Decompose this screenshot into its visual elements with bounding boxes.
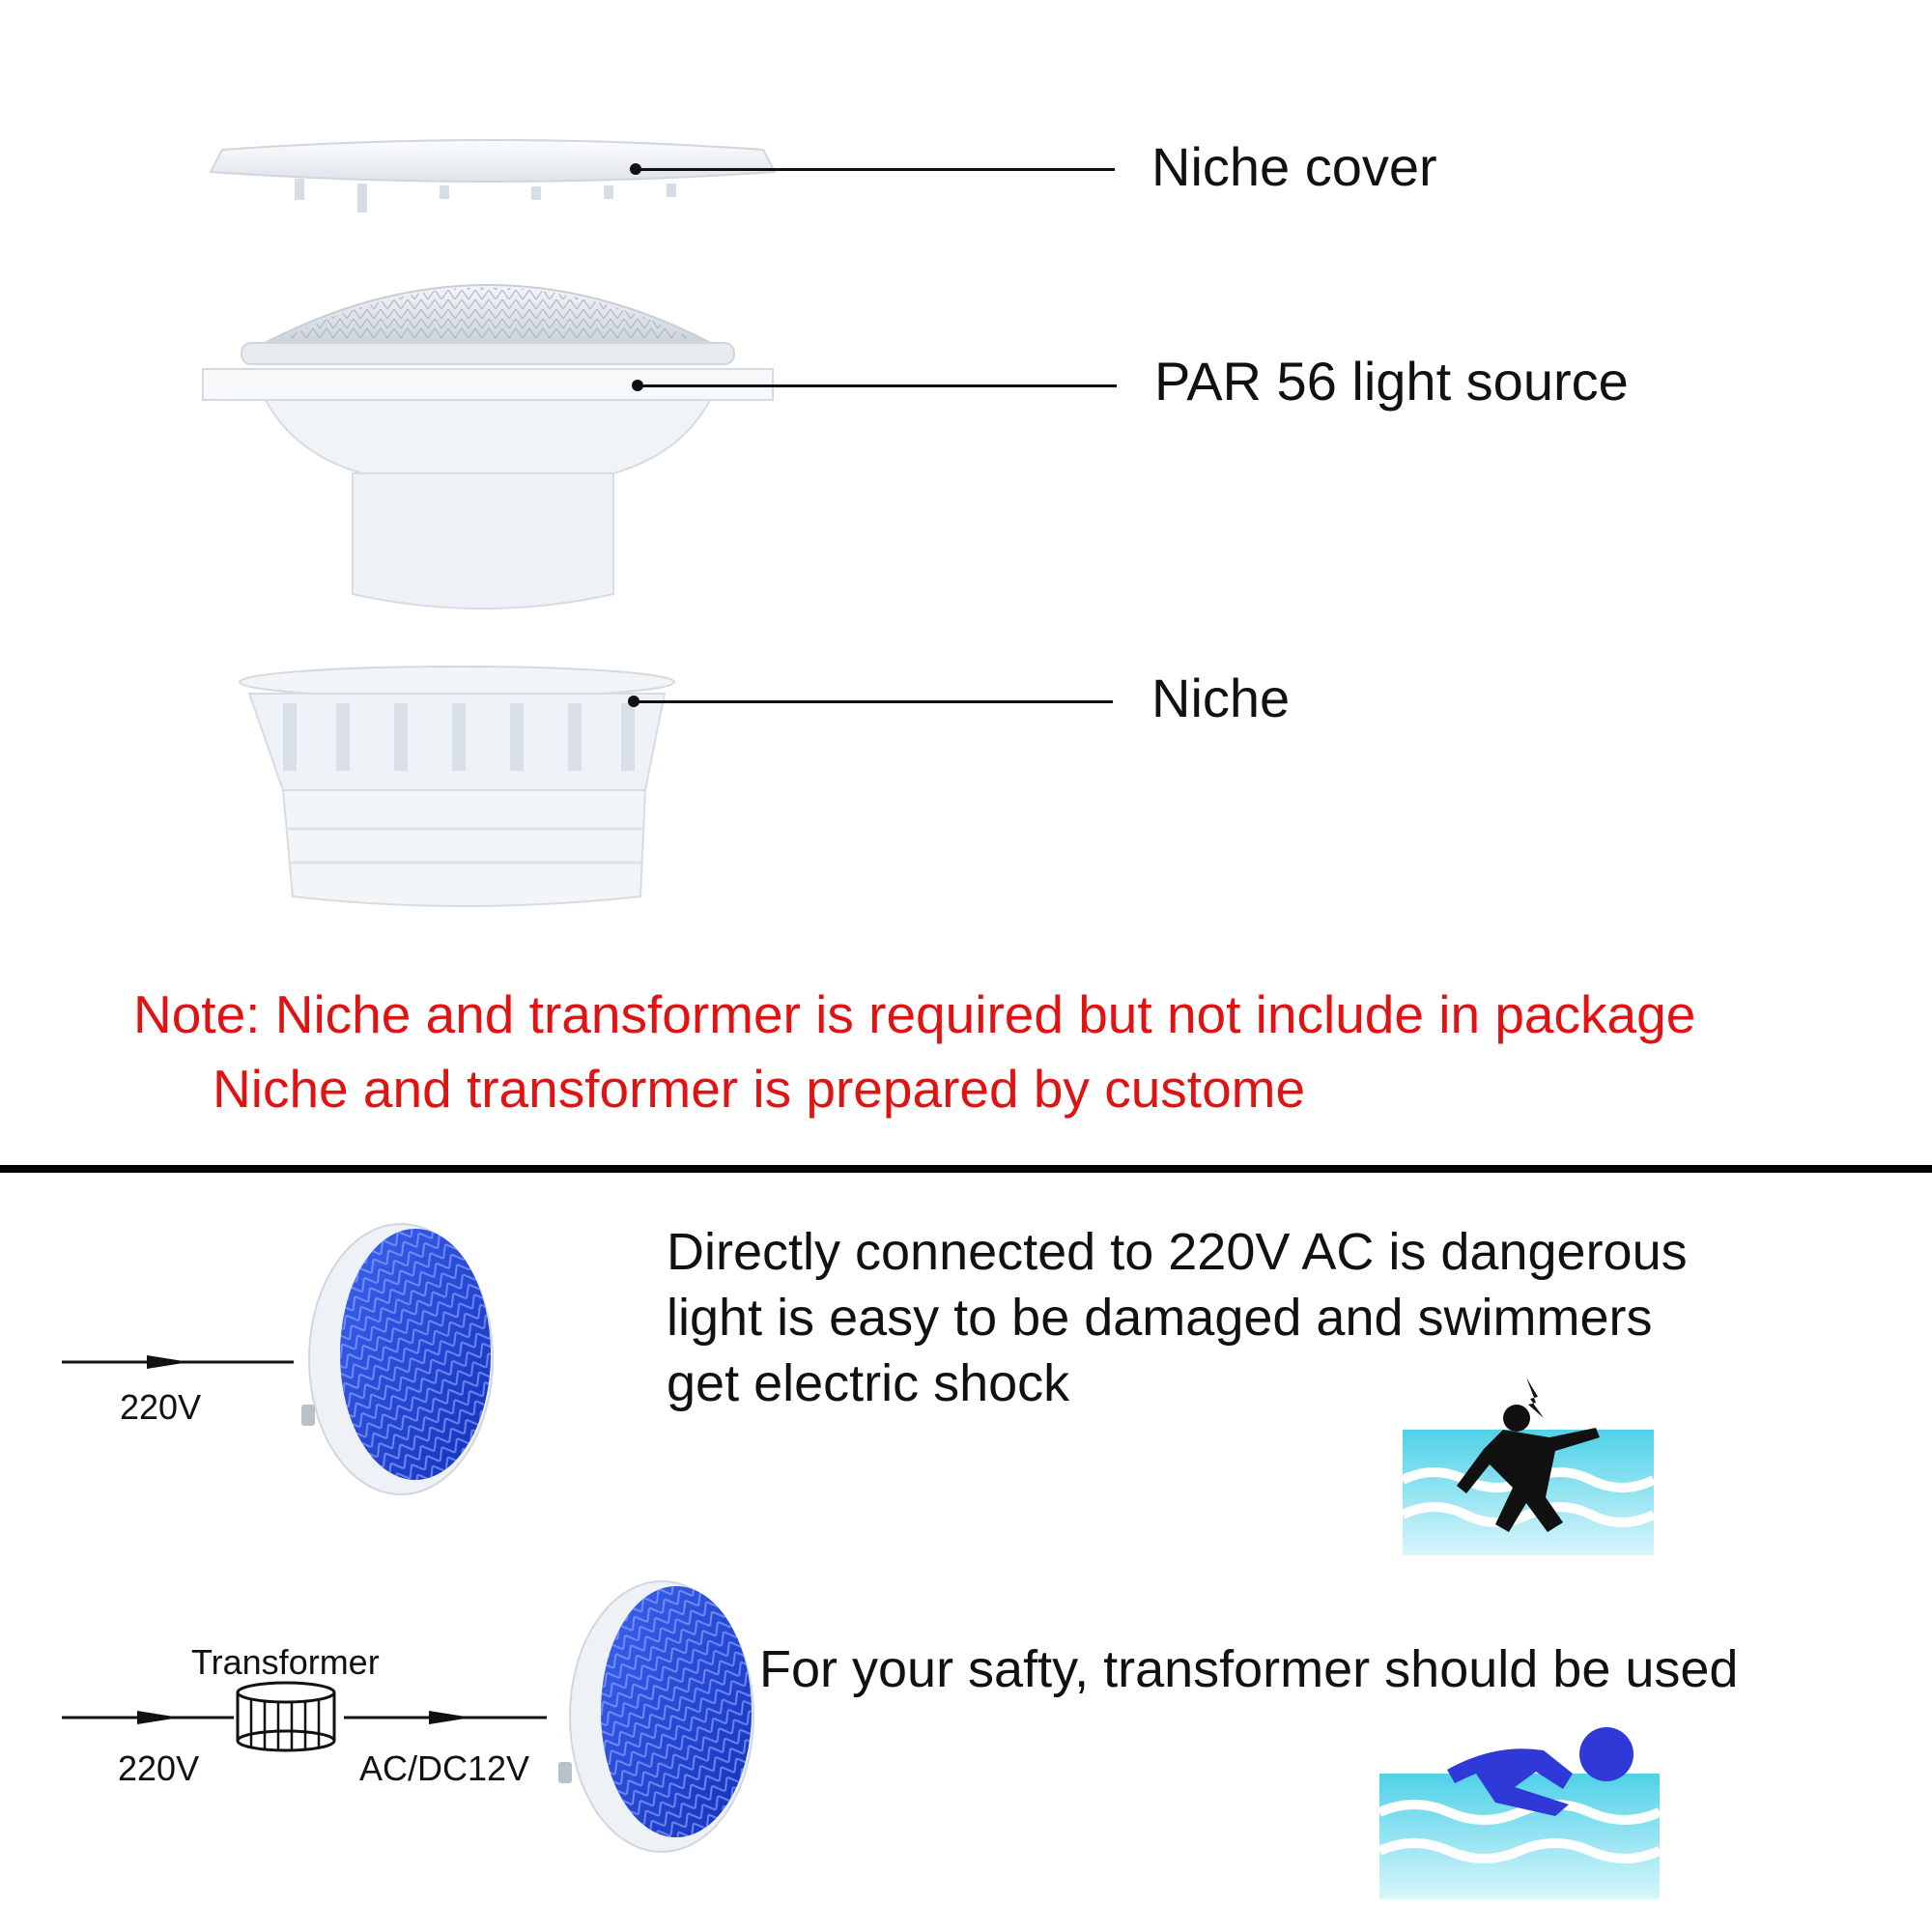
danger-text-line-1: Directly connected to 220V AC is dangerous — [667, 1223, 1688, 1281]
electric-shock-swimmer-icon — [1403, 1372, 1663, 1555]
niche-leader-line — [634, 700, 1113, 703]
light-source-label: PAR 56 light source — [1154, 351, 1629, 412]
danger-text-line-3: get electric shock — [667, 1354, 1070, 1412]
note-line-2: Niche and transformer is prepared by custome — [213, 1059, 1306, 1119]
danger-text-line-2: light is easy to be damaged and swimmers — [667, 1289, 1653, 1347]
danger-wire-arrow — [62, 1352, 313, 1372]
niche-cover-label: Niche cover — [1151, 136, 1437, 197]
safe-output-wire-arrow — [344, 1708, 556, 1727]
niche-cover-image — [203, 135, 782, 232]
danger-voltage-label: 220V — [120, 1387, 202, 1427]
danger-text — [667, 1219, 1884, 1416]
niche-label: Niche — [1151, 668, 1291, 728]
par56-light-source-image — [198, 251, 778, 618]
light-source-leader-line — [638, 384, 1117, 387]
blue-par56-lamp-safe — [541, 1577, 773, 1857]
section-divider — [0, 1165, 1932, 1173]
safe-output-voltage-label: AC/DC12V — [359, 1748, 530, 1788]
transformer-icon — [228, 1681, 344, 1758]
blue-par56-lamp-danger — [280, 1219, 512, 1499]
safe-text: For your safty, transformer should be used — [759, 1640, 1739, 1698]
transformer-label: Transformer — [191, 1642, 380, 1682]
note-line-1: Note: Niche and transformer is required but not include in package — [133, 984, 1696, 1044]
safe-input-voltage-label: 220V — [118, 1748, 200, 1788]
niche-cover-leader-line — [636, 168, 1115, 171]
safe-swimmer-icon — [1379, 1716, 1669, 1909]
safe-input-wire-arrow — [62, 1708, 236, 1727]
